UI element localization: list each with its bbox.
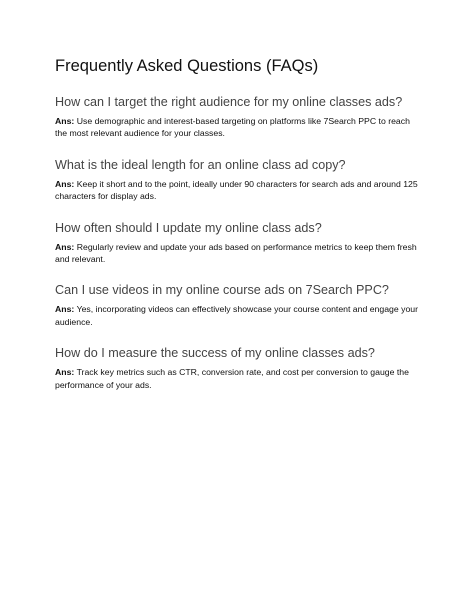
answer-label: Ans: bbox=[55, 304, 75, 315]
faq-answer bbox=[55, 303, 420, 328]
answer-label: Ans: bbox=[55, 178, 75, 189]
faq-answer bbox=[55, 115, 420, 140]
faq-item bbox=[55, 282, 420, 328]
answer-text: Regularly review and update your ads based on performance metrics to keep them fresh and relevant. bbox=[55, 241, 417, 265]
faq-question: What is the ideal length for an online class ad copy? bbox=[55, 157, 346, 172]
answer-text: Use demographic and interest-based targeting on platforms like 7Search PPC to reach the most relevant audience for your classes. bbox=[55, 116, 410, 139]
faq-question: How do I measure the success of my online classes ads? bbox=[55, 346, 375, 361]
answer-text: Yes, incorporating videos can effectively showcase your course content and engage your audience. bbox=[55, 304, 419, 327]
faq-item bbox=[55, 220, 420, 266]
answer-label: Ans: bbox=[55, 116, 75, 126]
faq-answer bbox=[55, 178, 420, 203]
answer-text: Keep it short and to the point, ideally under 90 characters for search ads and around 125 characters for display ads. bbox=[55, 178, 418, 202]
faq-answer bbox=[55, 241, 420, 266]
answer-text: Track key metrics such as CTR, conversion rate, and cost per conversion to gauge the performance of your ads. bbox=[55, 367, 409, 390]
faq-answer bbox=[55, 366, 420, 391]
page-title: Frequently Asked Questions (FAQs) bbox=[55, 57, 319, 75]
faq-item bbox=[55, 94, 420, 140]
faq-item bbox=[55, 345, 420, 391]
faq-question: How can I target the right audience for my online classes ads? bbox=[55, 95, 403, 109]
answer-label: Ans: bbox=[55, 241, 75, 252]
faq-question: How often should I update my online class ads? bbox=[55, 220, 322, 235]
faq-item bbox=[55, 157, 420, 203]
faq-question: Can I use videos in my online course ads on 7Search PPC? bbox=[55, 283, 389, 298]
answer-label: Ans: bbox=[55, 367, 75, 378]
